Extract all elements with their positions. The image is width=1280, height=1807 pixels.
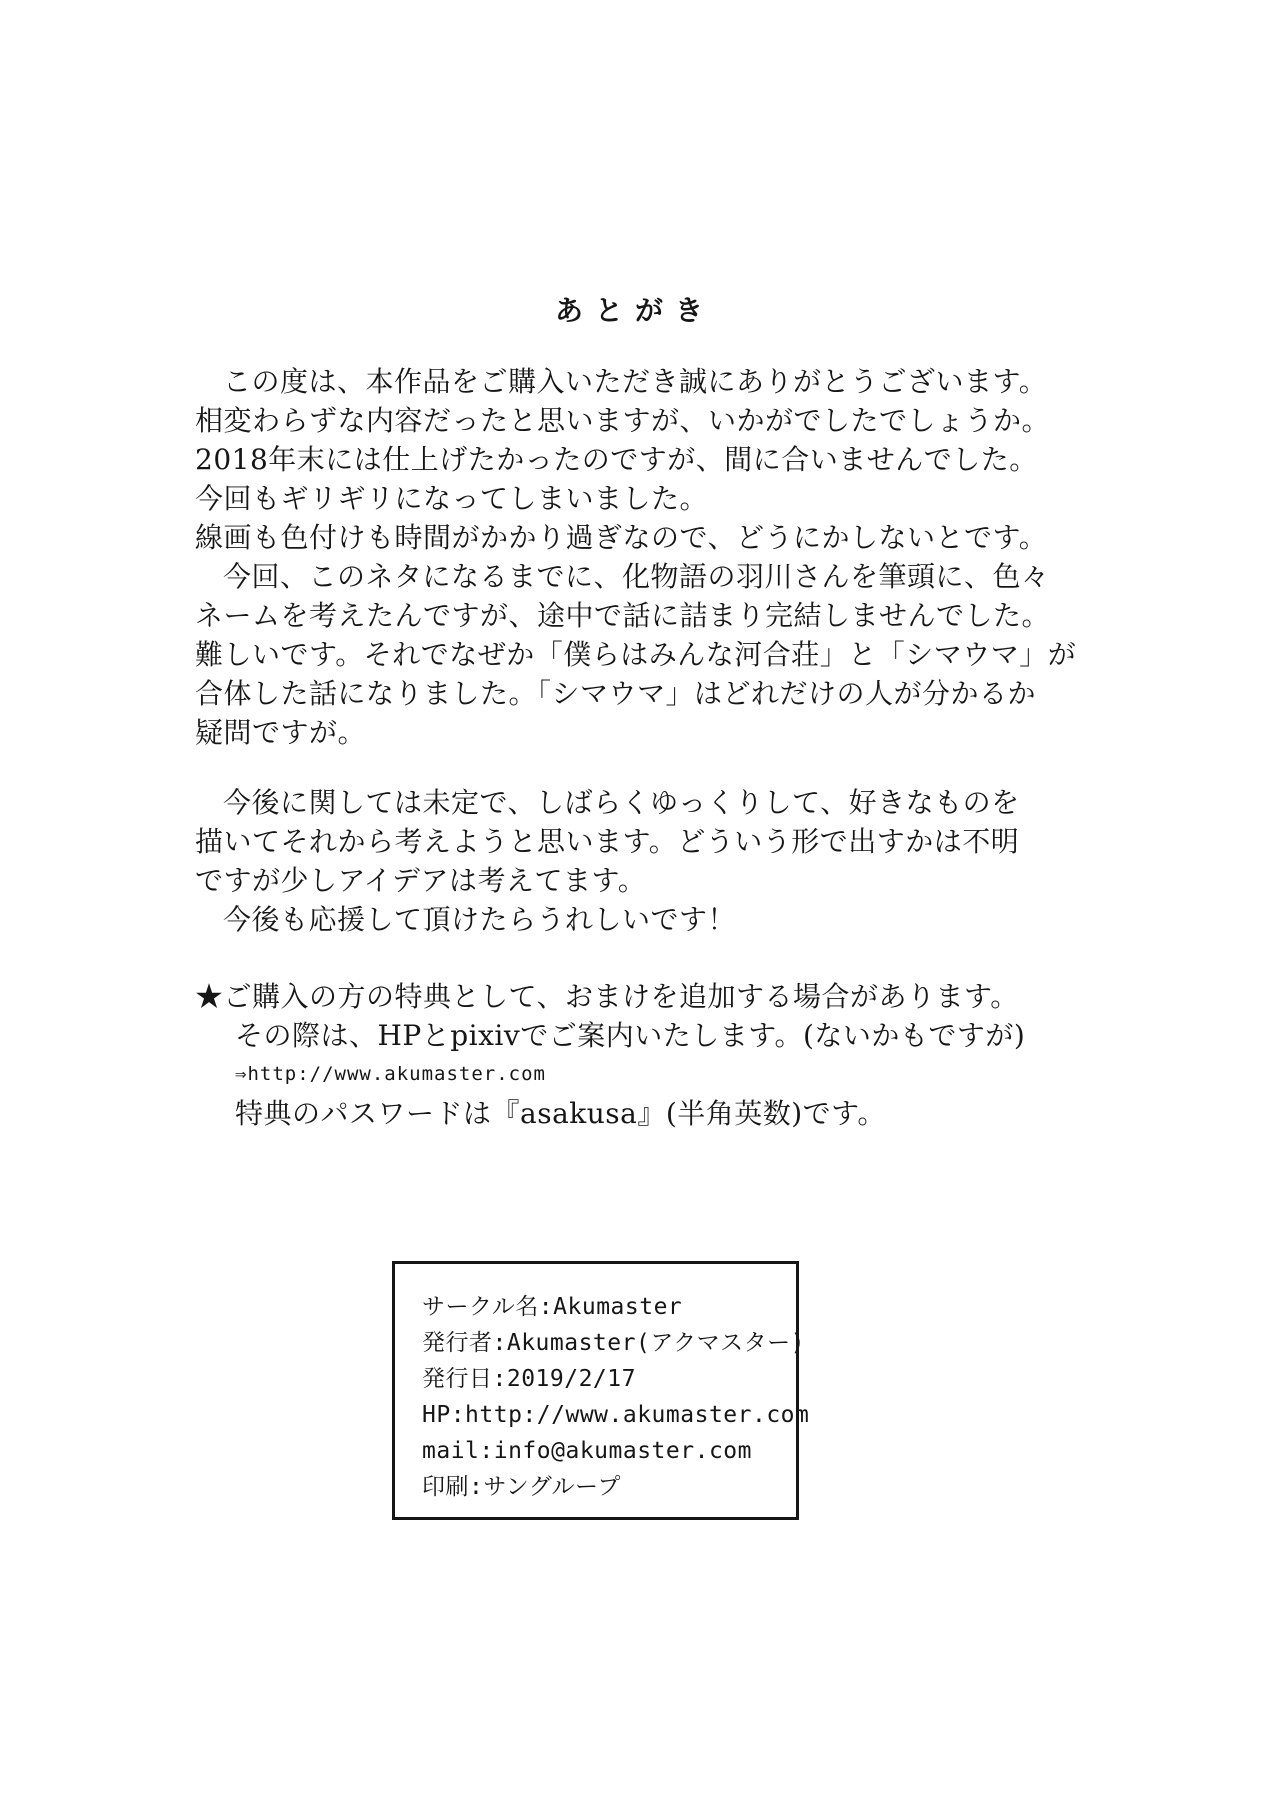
afterword-line: ネームを考えたんですが、途中で話に詰まり完結しませんでした。 — [195, 599, 1051, 632]
colophon-homepage: HP:http://www.akumaster.com — [422, 1402, 810, 1428]
afterword-body — [195, 362, 1085, 1133]
colophon-printer: 印刷:サングループ — [422, 1474, 621, 1500]
colophon-publisher: 発行者:Akumaster(アクマスター) — [422, 1330, 805, 1356]
afterword-line: ですが少しアイデアは考えてます。 — [195, 864, 647, 897]
notice-url-line: ⇒http://www.akumaster.com — [235, 1063, 546, 1085]
afterword-line: 今後も応援して頂けたらうれしいです！ — [223, 903, 737, 936]
afterword-line: 描いてそれから考えようと思います。どういう形で出すかは不明 — [195, 825, 1020, 858]
colophon-box — [392, 1261, 810, 1520]
afterword-line: 今回、このネタになるまでに、化物語の羽川さんを筆頭に、色々 — [223, 560, 1050, 593]
notice-guide-line: その際は、HPとpixivでご案内いたします。(ないかもですが) — [235, 1019, 1026, 1052]
colophon-mail: mail:info@akumaster.com — [422, 1438, 752, 1464]
page-title: あとがき — [554, 294, 715, 327]
afterword-line: この度は、本作品をご購入いただき誠にありがとうございます。 — [223, 365, 1048, 398]
afterword-line: 今後に関しては未定で、しばらくゆっくりして、好きなものを — [223, 786, 1020, 819]
afterword-line: 相変わらずな内容だったと思いますが、いかがでしたでしょうか。 — [195, 404, 1051, 437]
afterword-line: 線画も色付けも時間がかかり過ぎなので、どうにかしないとです。 — [195, 521, 1048, 554]
afterword-line: 2018年末には仕上げたかったのですが、間に合いませんでした。 — [195, 443, 1038, 476]
afterword-line: 今回もギリギリになってしまいました。 — [195, 482, 709, 515]
notice-password-line: 特典のパスワードは『asakusa』(半角英数)です。 — [235, 1097, 886, 1130]
colophon-circle-name: サークル名:Akumaster — [422, 1294, 683, 1320]
colophon-publish-date: 発行日:2019/2/17 — [422, 1366, 636, 1392]
afterword-line: 疑問ですが。 — [195, 716, 367, 749]
notice-star-line: ★ご購入の方の特典として、おまけを追加する場合があります。 — [195, 980, 1019, 1013]
afterword-line: 合体した話になりました。「シマウマ」はどれだけの人が分かるか — [195, 677, 1037, 710]
afterword-line: 難しいです。それでなぜか「僕らはみんな河合荘」と「シマウマ」が — [195, 638, 1077, 671]
